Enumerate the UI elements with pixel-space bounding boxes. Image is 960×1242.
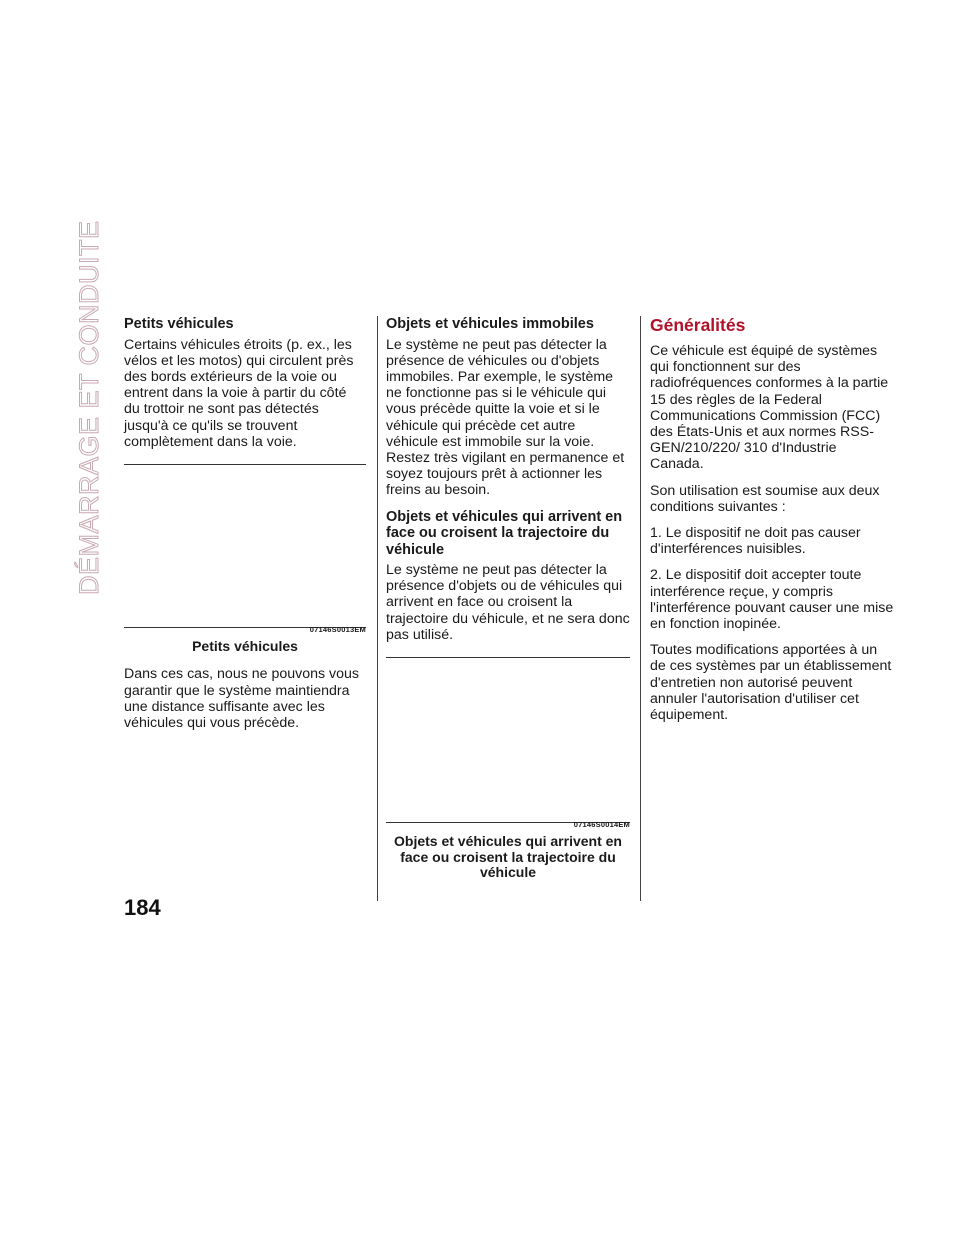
- section-side-title: DÉMARRAGE ET CONDUITE: [74, 220, 104, 595]
- column-divider: [640, 316, 641, 901]
- paragraph: Son utilisation est soumise aux deux conditions suivantes :: [650, 482, 880, 515]
- heading-objets-immobiles: Objets et véhicules immobiles: [386, 316, 594, 332]
- figure-objets-en-face: [386, 657, 630, 829]
- paragraph: Certains véhicules étroits (p. ex., les vélos et les motos) qui circulent près des bords extérieurs de la voie ou entrent dans la voie à partir du côté du trottoir ne sont pas détectés jusqu'à ce qu'ils se trouvent complètement dans la voie.: [124, 336, 354, 450]
- paragraph: Toutes modifications apportées à un de ces systèmes par un établissement d'entretien non autorisé peuvent annuler l'autorisation d'utiliser cet équipement.: [650, 642, 892, 724]
- figure-code: 07146S0013EM: [309, 624, 366, 634]
- paragraph: Dans ces cas, nous ne pouvons vous garantir que le système maintiendra une distance suffisante avec les véhicules qui vous précède.: [124, 666, 360, 732]
- paragraph: Ce véhicule est équipé de systèmes qui fonctionnent sur des radiofréquences conformes à la partie 15 des règles de la Federal Communications Commission (FCC) des États-Unis et aux normes RSS-GEN/210/220/ 310 d'Industrie Canada.: [650, 343, 889, 473]
- list-item: 2. Le dispositif doit accepter toute interférence reçue, y compris l'interférence pouvant causer une mise en fonction inopinée.: [650, 567, 894, 633]
- heading-objets-en-face: Objets et véhicules qui arrivent en face ou croisent la trajectoire du véhicule: [386, 508, 623, 558]
- figure-caption: Petits véhicules: [192, 637, 298, 654]
- column-divider: [377, 316, 378, 901]
- page-number: 184: [124, 895, 161, 920]
- list-item: 1. Le dispositif ne doit pas causer d'interférences nuisibles.: [650, 525, 861, 558]
- column-2: [386, 316, 630, 893]
- column-1: [124, 316, 366, 741]
- figure-petits-vehicules: [124, 464, 366, 634]
- figure-caption: Objets et véhicules qui arrivent en face ou croisent la trajectoire du véhicule: [394, 833, 622, 881]
- column-3: [650, 316, 894, 733]
- heading-petits-vehicules: Petits véhicules: [124, 316, 234, 332]
- paragraph: Le système ne peut pas détecter la présence d'objets ou de véhicules qui arrivent en face ou croisent la trajectoire du véhicule, et ne sera donc pas utilisé.: [386, 562, 630, 643]
- figure-code: 07146S0014EM: [573, 819, 630, 829]
- paragraph: Le système ne peut pas détecter la présence de véhicules ou d'objets immobiles. Par exemple, le système ne fonctionne pas si le véhicule qui vous précède quitte la voie et si le véhicule qui précède cet autre véhicule est immobile sur la voie. Restez très vigilant en permanence et soyez toujours prêt à actionner les freins au besoin.: [386, 336, 625, 499]
- heading-generalites: Généralités: [650, 315, 746, 335]
